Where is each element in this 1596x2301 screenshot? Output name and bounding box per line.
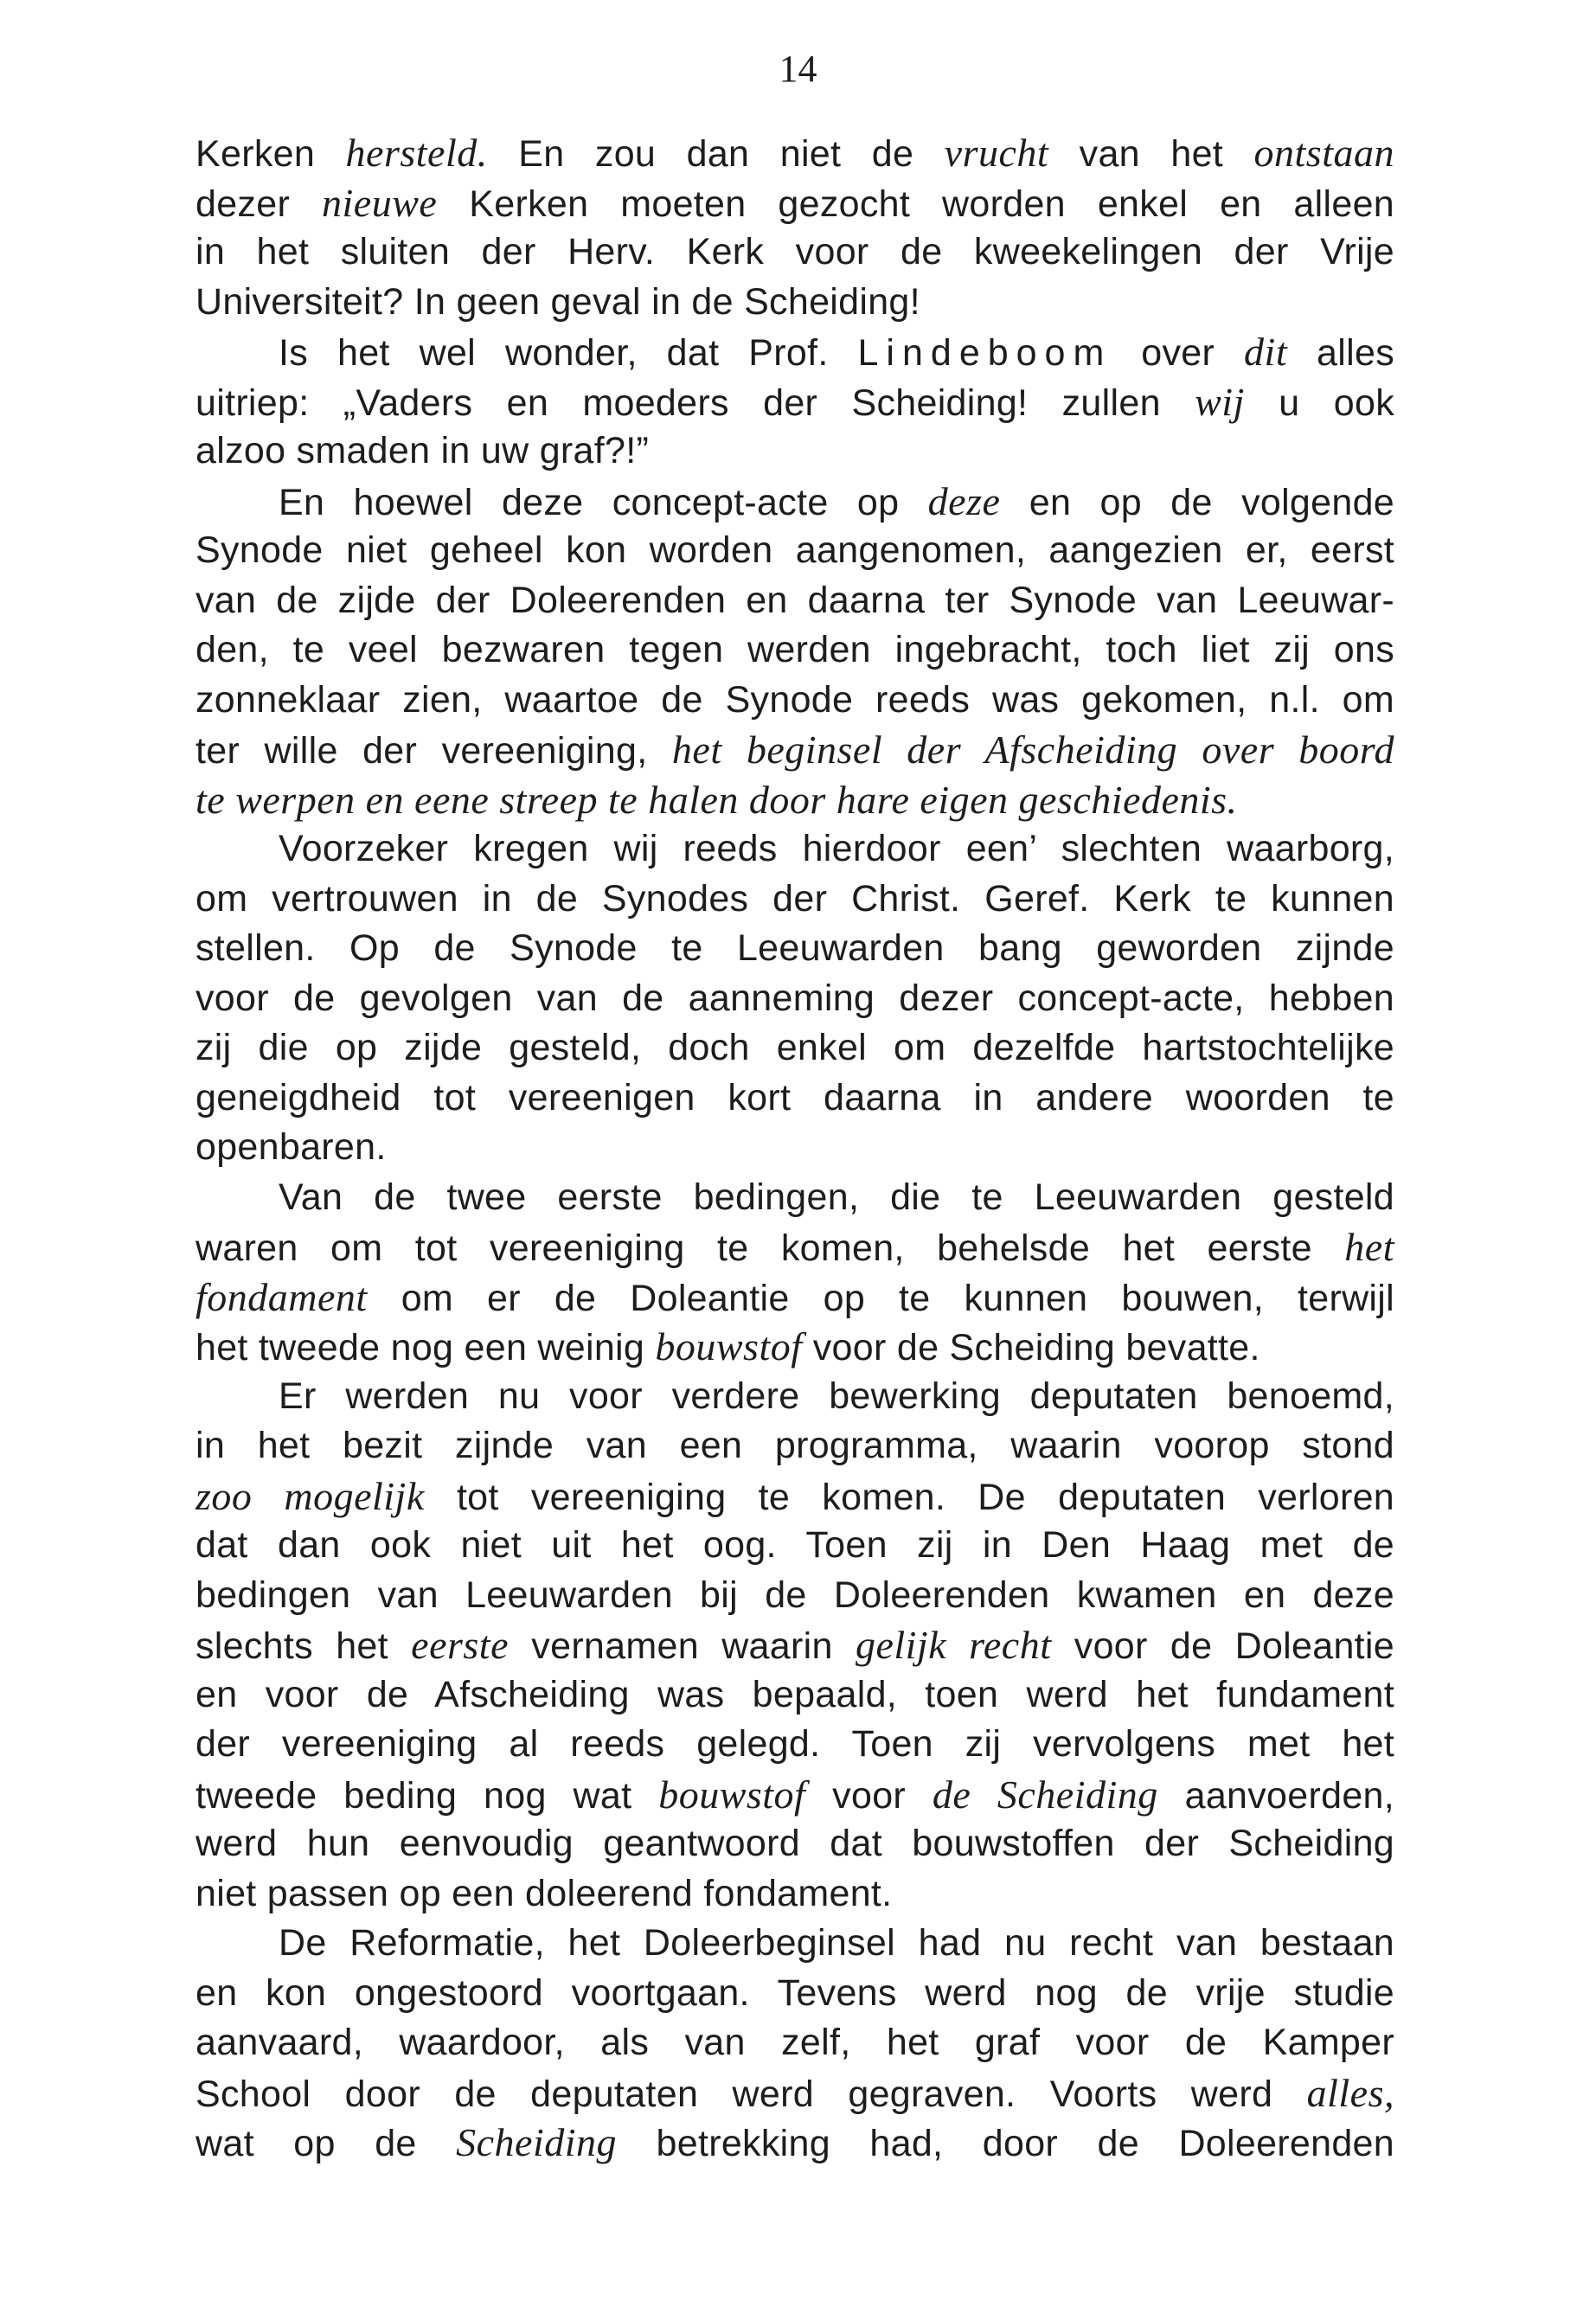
text-line bbox=[195, 1322, 1394, 1372]
text-line bbox=[195, 1819, 1394, 1869]
italic-text: de Scheiding bbox=[932, 1772, 1158, 1817]
text-segment: zij die op zijde gesteld, doch enkel om dezelfde hartstochtelijke bbox=[195, 1027, 1394, 1068]
text-segment: om vertrouwen in de Synodes der Christ. Geref. Kerk te kunnen bbox=[195, 877, 1394, 920]
text-line bbox=[195, 178, 1394, 228]
text-line bbox=[195, 875, 1394, 925]
text-line bbox=[195, 477, 1394, 527]
text-line bbox=[195, 1123, 1394, 1173]
text-segment: werd hun eenvoudig geantwoord dat bouwstoffen der Scheiding bbox=[195, 1823, 1394, 1864]
text-segment: waren om tot vereeniging te komen, behelsde het eerste bbox=[195, 1227, 1345, 1269]
italic-text: hersteld. bbox=[345, 131, 488, 175]
italic-text: nieuwe bbox=[322, 180, 438, 225]
text-segment: den, te veel bezwaren tegen werden ingebracht, toch liet zij ons bbox=[195, 629, 1394, 670]
text-segment: En zou dan niet de bbox=[487, 133, 945, 175]
text-segment: en op de volgende bbox=[1000, 481, 1395, 523]
text-segment: dat dan ook niet uit het oog. Toen zij in Den Haag met de bbox=[195, 1524, 1394, 1566]
text-line bbox=[195, 2018, 1394, 2068]
italic-text: alles, bbox=[1306, 2070, 1394, 2115]
italic-text: bouwstof bbox=[655, 1324, 803, 1368]
text-line bbox=[195, 1421, 1394, 1471]
text-line bbox=[195, 1272, 1394, 1323]
text-segment: voor de gevolgen van de aanneming dezer concept-acte, hebben bbox=[195, 977, 1394, 1019]
text-line bbox=[195, 1074, 1394, 1124]
text-segment: openbaren. bbox=[195, 1126, 387, 1168]
text-line bbox=[195, 1173, 1394, 1223]
italic-text: zoo mogelijk bbox=[195, 1473, 425, 1518]
text-line bbox=[195, 128, 1394, 178]
italic-text: bouwstof bbox=[658, 1772, 806, 1817]
text-line bbox=[195, 1720, 1394, 1770]
text-segment: over bbox=[1112, 332, 1245, 374]
text-segment: om er de Doleantie op te kunnen bouwen, terwijl bbox=[367, 1277, 1394, 1319]
text-segment: u ook bbox=[1244, 381, 1394, 424]
text-segment: Is het wel wonder, dat Prof. bbox=[279, 332, 858, 374]
text-segment: voor de Doleantie bbox=[1051, 1625, 1394, 1667]
text-line bbox=[195, 775, 1394, 825]
text-segment: uitriep: „Vaders en moeders der Scheiding! zullen bbox=[195, 381, 1195, 424]
text-line bbox=[195, 824, 1394, 875]
text-segment: aanvoerden, bbox=[1157, 1774, 1394, 1817]
text-segment: tot vereeniging te komen. De deputaten verloren bbox=[424, 1476, 1395, 1518]
text-segment: alzoo smaden in uw graf?!” bbox=[195, 430, 650, 471]
text-line bbox=[195, 377, 1394, 427]
text-segment: Kerken bbox=[195, 133, 346, 175]
italic-text: fondament bbox=[195, 1274, 368, 1319]
text-line bbox=[195, 426, 1394, 477]
text-segment: stellen. Op de Synode te Leeuwarden bang geworden zijnde bbox=[195, 927, 1394, 969]
text-segment: niet passen op een doleerend fondament. bbox=[195, 1872, 893, 1914]
text-line bbox=[195, 1571, 1394, 1621]
spaced-name: Lindeboom bbox=[857, 332, 1112, 374]
text-line bbox=[195, 625, 1394, 676]
text-line bbox=[195, 725, 1394, 775]
text-line bbox=[195, 1023, 1394, 1074]
text-segment: der vereeniging al reeds gelegd. Toen zij vervolgens met het bbox=[195, 1723, 1394, 1765]
text-line bbox=[195, 1521, 1394, 1571]
text-segment: bedingen van Leeuwarden bij de Doleerenden kwamen en deze bbox=[195, 1574, 1394, 1616]
italic-text: vrucht bbox=[944, 131, 1049, 175]
text-segment: wat op de bbox=[195, 2123, 457, 2164]
text-segment: betrekking had, door de Doleerenden bbox=[617, 2123, 1394, 2164]
text-line bbox=[195, 2068, 1394, 2118]
text-line bbox=[195, 1919, 1394, 1969]
italic-text: het bbox=[1344, 1225, 1394, 1269]
italic-text: ontstaan bbox=[1253, 131, 1394, 175]
text-segment: School door de deputaten werd gegraven. Voorts werd bbox=[195, 2073, 1307, 2115]
page-body-text bbox=[195, 128, 1394, 2168]
text-segment: Er werden nu voor verdere bewerking deputaten benoemd, bbox=[279, 1375, 1394, 1417]
italic-text: Scheiding bbox=[456, 2120, 618, 2164]
text-segment: Synode niet geheel kon worden aangenomen, aangezien er, eerst bbox=[195, 529, 1394, 571]
text-line bbox=[195, 1670, 1394, 1721]
italic-text: dit bbox=[1244, 330, 1288, 374]
text-line bbox=[195, 1770, 1394, 1820]
text-segment: slechts het bbox=[195, 1625, 412, 1667]
text-segment: zonneklaar zien, waartoe de Synode reeds was gekomen, n.l. om bbox=[195, 678, 1394, 721]
text-segment: alles bbox=[1287, 332, 1394, 374]
text-line bbox=[195, 526, 1394, 576]
text-line bbox=[195, 1372, 1394, 1422]
text-segment: en kon ongestoord voortgaan. Tevens werd nog de vrije studie bbox=[195, 1971, 1394, 2014]
text-line bbox=[195, 1869, 1394, 1920]
text-line bbox=[195, 2118, 1394, 2168]
text-line bbox=[195, 1969, 1394, 2019]
text-segment: Van de twee eerste bedingen, die te Leeuwarden gesteld bbox=[279, 1176, 1394, 1218]
text-line bbox=[195, 974, 1394, 1024]
text-segment: En hoewel deze concept-acte op bbox=[279, 481, 928, 523]
text-segment: Kerken moeten gezocht worden enkel en alleen bbox=[437, 183, 1395, 225]
text-line bbox=[195, 1222, 1394, 1272]
text-segment: vernamen waarin bbox=[509, 1625, 856, 1667]
text-segment: dezer bbox=[195, 183, 323, 225]
text-segment: Universiteit? In geen geval in de Scheiding! bbox=[195, 280, 920, 323]
italic-text: wij bbox=[1195, 379, 1245, 424]
text-line bbox=[195, 1620, 1394, 1670]
page-number: 14 bbox=[779, 48, 817, 90]
text-segment: van het bbox=[1048, 133, 1254, 175]
text-segment: ter wille der vereeniging, bbox=[195, 730, 672, 772]
text-line bbox=[195, 576, 1394, 626]
text-segment: tweede beding nog wat bbox=[195, 1774, 659, 1817]
text-segment: voor bbox=[805, 1774, 933, 1817]
text-segment: in het bezit zijnde van een programma, waarin voorop stond bbox=[195, 1425, 1394, 1466]
text-segment: van de zijde der Doleerenden en daarna ter Synode van Leeuwar- bbox=[195, 579, 1394, 621]
italic-text: gelijk recht bbox=[855, 1623, 1052, 1667]
text-line bbox=[195, 924, 1394, 974]
text-line bbox=[195, 1471, 1394, 1522]
text-segment: De Reformatie, het Doleerbeginsel had nu recht van bestaan bbox=[279, 1922, 1394, 1964]
italic-text: deze bbox=[927, 478, 1001, 523]
text-segment: in het sluiten der Herv. Kerk voor de kweekelingen der Vrije bbox=[195, 231, 1394, 272]
text-segment: voor de Scheiding bevatte. bbox=[802, 1327, 1260, 1368]
text-line bbox=[195, 278, 1394, 328]
text-segment: en voor de Afscheiding was bepaald, toen werd het fundament bbox=[195, 1673, 1394, 1715]
italic-text: het beginsel der Afscheiding over boord bbox=[671, 727, 1394, 772]
text-segment: aanvaard, waardoor, als van zelf, het graf voor de Kamper bbox=[195, 2022, 1394, 2063]
italic-text: eerste bbox=[411, 1623, 510, 1667]
text-line bbox=[195, 676, 1394, 726]
text-line bbox=[195, 327, 1394, 377]
text-segment: Voorzeker kregen wij reeds hierdoor een’ slechten waarborg, bbox=[279, 828, 1394, 869]
text-line bbox=[195, 228, 1394, 278]
text-segment: het tweede nog een weinig bbox=[195, 1327, 656, 1368]
text-segment: geneigdheid tot vereenigen kort daarna in andere woorden te bbox=[195, 1076, 1394, 1118]
italic-text: te werpen en eene streep te halen door hare eigen geschiedenis. bbox=[195, 777, 1238, 822]
